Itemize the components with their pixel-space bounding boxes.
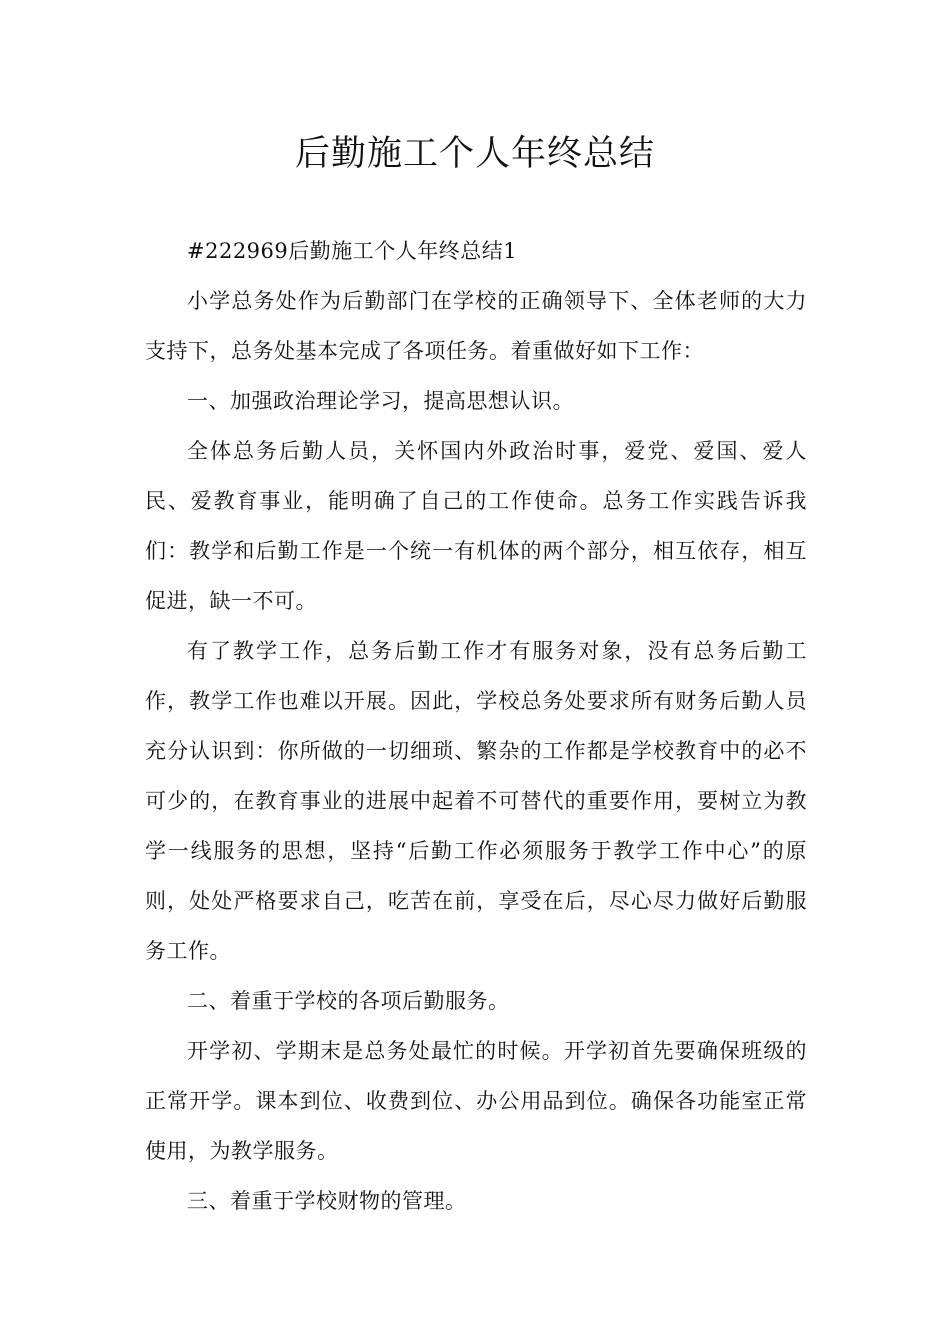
document-body <box>145 226 807 1226</box>
section-heading-1: 一、加强政治理论学习，提高思想认识。 <box>187 389 574 413</box>
paragraph-term-start: 开学初、学期末是总务处最忙的时候。开学初首先要确保班级的正常开学。课本到位、收费到位、办公用品到位。确保各功能室正常使用，为教学服务。 <box>145 1039 807 1163</box>
paragraph-teaching-service: 有了教学工作，总务后勤工作才有服务对象，没有总务后勤工作，教学工作也难以开展。因此，学校总务处要求所有财务后勤人员充分认识到：你所做的一切细琐、繁杂的工作都是学校教育中的必不可少的，在教育事业的进展中起着不可替代的重要作用，要树立为教学一线服务的思想，坚持“后勤工作必须服务于教学工作中心”的原则，处处严格要求自己，吃苦在前，享受在后，尽心尽力做好后勤服务工作。 <box>145 639 807 963</box>
paragraph-heading-number: #222969后勤施工个人年终总结1 <box>187 239 518 263</box>
document-title: 后勤施工个人年终总结 <box>294 134 655 174</box>
section-heading-2: 二、着重于学校的各项后勤服务。 <box>187 989 510 1013</box>
section-heading-3: 三、着重于学校财物的管理。 <box>187 1189 467 1213</box>
paragraph-intro: 小学总务处作为后勤部门在学校的正确领导下、全体老师的大力支持下，总务处基本完成了各项任务。着重做好如下工作： <box>145 289 807 363</box>
paragraph-political-study: 全体总务后勤人员，关怀国内外政治时事，爱党、爱国、爱人民、爱教育事业，能明确了自己的工作使命。总务工作实践告诉我们：教学和后勤工作是一个统一有机体的两个部分，相互依存，相互促进，缺一不可。 <box>145 439 807 613</box>
